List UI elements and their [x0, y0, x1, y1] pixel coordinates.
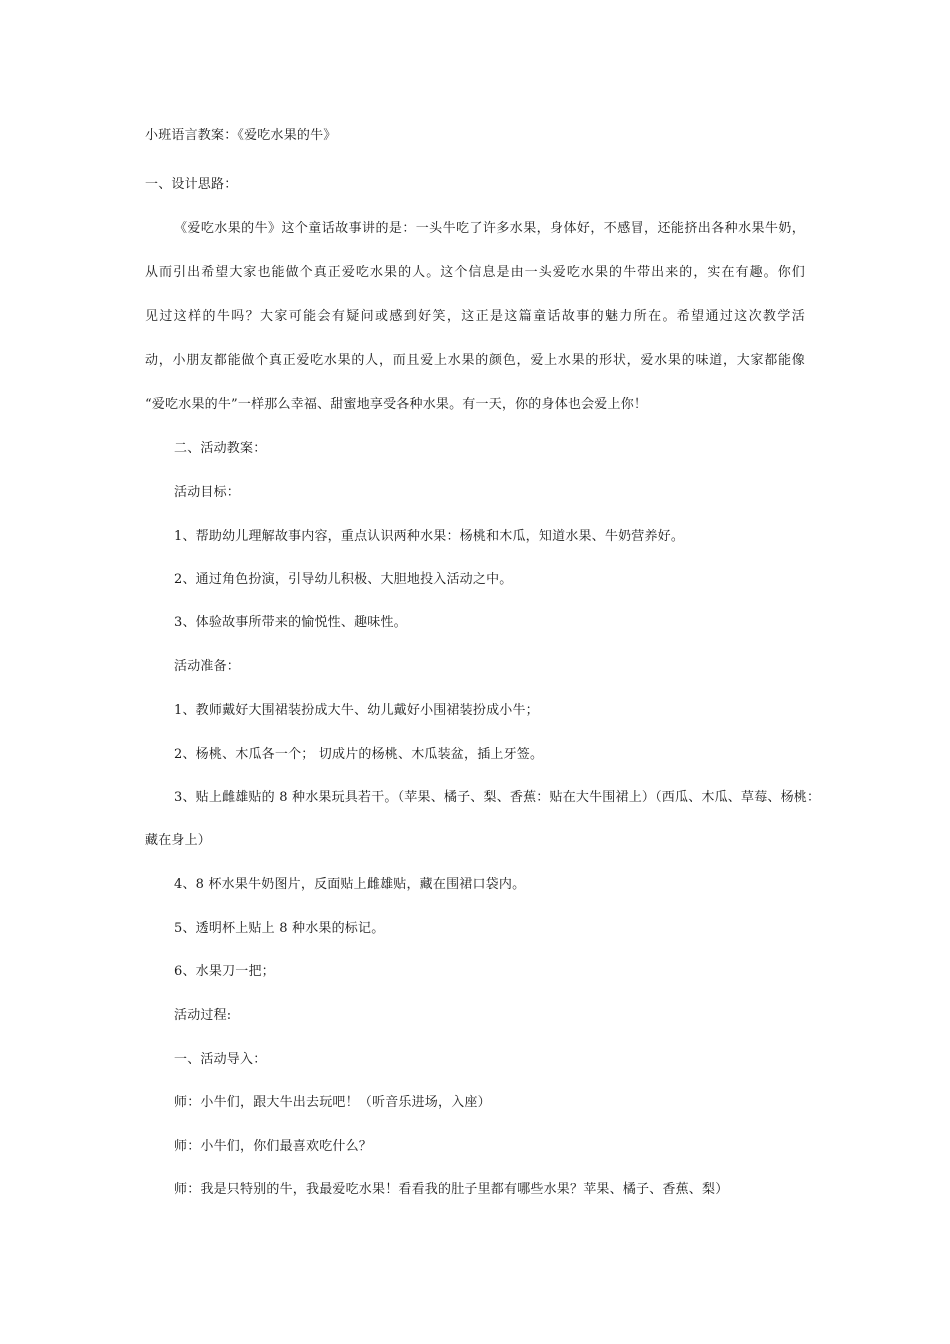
design-paragraph-line-4: 动，小朋友都能做个真正爱吃水果的人，而且爱上水果的颜色，爱上水果的形状，爱水果的味道，大家都能像: [145, 353, 805, 368]
intro-heading: 一、活动导入：: [174, 1052, 267, 1067]
prep-item: 2、杨桃、木瓜各一个； 切成片的杨桃、木瓜装盆，插上牙签。: [174, 747, 544, 762]
dialogue-line: 师：我是只特别的牛，我最爱吃水果！看看我的肚子里都有哪些水果？苹果、橘子、香蕉、梨）: [174, 1182, 729, 1197]
prep-item: 1、教师戴好大围裙装扮成大牛、幼儿戴好小围裙装扮成小牛；: [174, 703, 539, 718]
goal-item: 3、体验故事所带来的愉悦性、趣味性。: [174, 615, 407, 630]
design-paragraph-line-5: “爱吃水果的牛”一样那么幸福、甜蜜地享受各种水果。有一天，你的身体也会爱上你！: [145, 397, 648, 412]
dialogue-line: 师：小牛们，你们最喜欢吃什么？: [174, 1139, 373, 1154]
prep-item: 4、8 杯水果牛奶图片，反面贴上雌雄贴，藏在围裙口袋内。: [174, 877, 526, 892]
prep-heading: 活动准备：: [174, 659, 241, 674]
design-paragraph-line-3: 见过这样的牛吗？大家可能会有疑问或感到好笑，这正是这篇童话故事的魅力所在。希望通过这次教学活: [145, 309, 805, 324]
prep-item: 5、透明杯上贴上 8 种水果的标记。: [174, 921, 385, 936]
design-paragraph-line-1: 《爱吃水果的牛》这个童话故事讲的是：一头牛吃了许多水果，身体好，不感冒，还能挤出各种水果牛奶，: [174, 221, 805, 236]
process-heading: 活动过程:: [174, 1008, 232, 1023]
prep-item: 6、水果刀一把；: [174, 964, 275, 979]
goals-heading: 活动目标：: [174, 485, 241, 500]
goal-item: 1、帮助幼儿理解故事内容，重点认识两种水果：杨桃和木瓜，知道水果、牛奶营养好。: [174, 529, 685, 544]
goal-item: 2、通过角色扮演，引导幼儿积极、大胆地投入活动之中。: [174, 572, 513, 587]
section-heading-design: 一、设计思路：: [145, 177, 238, 192]
prep-item-continued: 藏在身上）: [145, 833, 212, 848]
dialogue-line: 师：小牛们，跟大牛出去玩吧！（听音乐进场，入座）: [174, 1095, 491, 1110]
prep-item: 3、贴上雌雄贴的 8 种水果玩具若干。（苹果、橘子、梨、香蕉：贴在大牛围裙上）（西瓜、木瓜、草莓、杨桃：: [174, 790, 821, 805]
document-title: 小班语言教案：《爱吃水果的牛》: [145, 128, 337, 143]
section-heading-plan: 二、活动教案：: [174, 441, 267, 456]
design-paragraph-line-2: 从而引出希望大家也能做个真正爱吃水果的人。这个信息是由一头爱吃水果的牛带出来的，实在有趣。你们: [145, 265, 805, 280]
